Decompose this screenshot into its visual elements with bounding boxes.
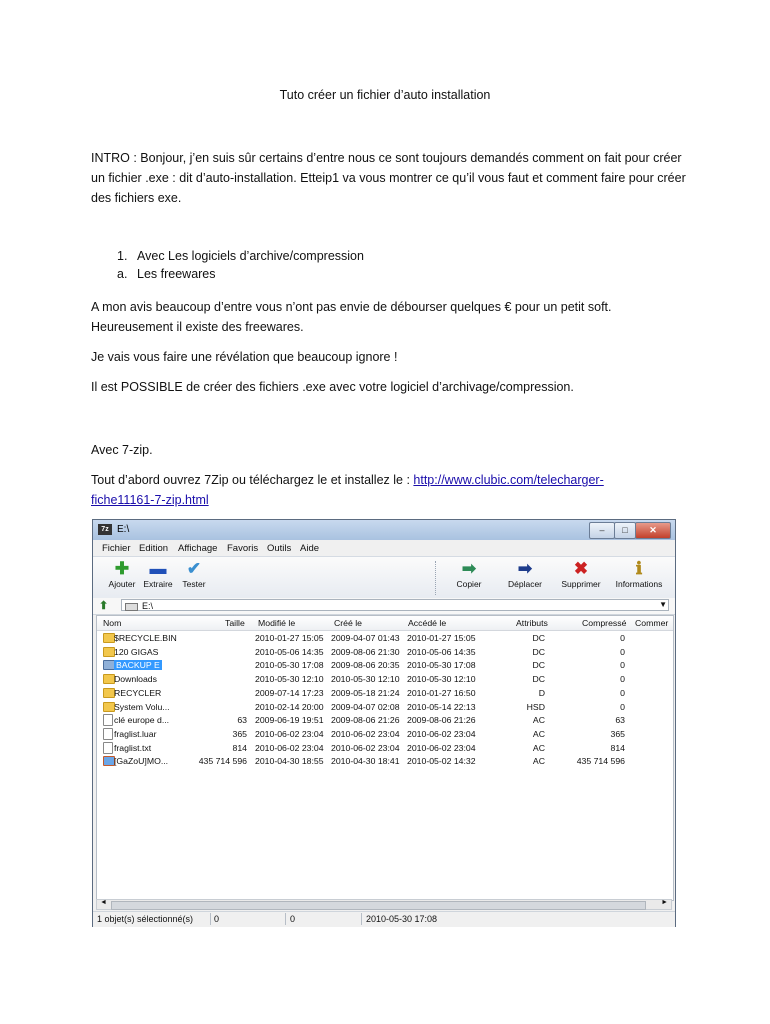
cell-modified: 2010-06-02 23:04: [255, 728, 324, 739]
copy-button[interactable]: [451, 559, 487, 589]
cell-accessed: 2010-05-02 14:32: [407, 756, 476, 767]
table-row[interactable]: [97, 658, 673, 672]
cell-packed: 0: [620, 687, 625, 698]
status-divider: [361, 913, 362, 925]
cell-packed: 0: [620, 674, 625, 685]
toolbar-separator: [435, 561, 436, 595]
toolbar: [93, 556, 675, 600]
paragraph-7zip: Avec 7-zip.: [91, 443, 153, 457]
status-divider: [285, 913, 286, 925]
table-row[interactable]: [97, 727, 673, 741]
test-label: Tester: [182, 579, 206, 589]
column-header-comment[interactable]: Commer: [635, 618, 669, 628]
cell-created: 2009-08-06 21:26: [331, 715, 400, 726]
sevenzip-window: [92, 519, 676, 927]
table-row[interactable]: [97, 672, 673, 686]
cell-packed: 0: [620, 633, 625, 643]
cell-packed: 0: [620, 701, 625, 712]
info-label: Informations: [615, 579, 663, 589]
cell-name-selected: BACKUP E: [116, 660, 160, 671]
paragraph-revelation: Je vais vous faire une révélation que beaucoup ignore !: [91, 350, 398, 364]
cell-modified: 2010-05-30 12:10: [255, 674, 324, 685]
table-row[interactable]: [97, 754, 673, 768]
cell-accessed: 2010-05-06 14:35: [407, 646, 476, 657]
cell-accessed: 2010-01-27 16:50: [407, 687, 476, 698]
cell-name: clé europe d...: [114, 715, 170, 726]
address-dropdown-icon[interactable]: ▼: [659, 600, 667, 609]
cell-created: 2009-08-06 21:30: [331, 646, 400, 657]
cell-packed: 814: [610, 742, 625, 753]
drive-icon: [125, 603, 138, 611]
table-row[interactable]: [97, 741, 673, 755]
cell-attr: AC: [532, 728, 545, 739]
list-text: Les freewares: [137, 267, 216, 281]
cell-accessed: 2010-06-02 23:04: [407, 742, 476, 753]
menu-outils[interactable]: Outils: [267, 543, 292, 554]
cell-attr: D: [538, 687, 545, 698]
cell-attr: AC: [532, 715, 545, 726]
close-button[interactable]: ✕: [635, 522, 671, 539]
cell-name: System Volu...: [114, 701, 170, 712]
cell-created: 2009-04-07 02:08: [331, 701, 400, 712]
cell-created: 2010-04-30 18:41: [331, 756, 400, 767]
cell-packed: 63: [615, 715, 625, 726]
cell-accessed: 2010-01-27 15:05: [407, 633, 476, 643]
column-header-name[interactable]: Nom: [103, 618, 122, 628]
window-title: E:\: [117, 524, 130, 535]
cell-accessed: 2009-08-06 21:26: [407, 715, 476, 726]
file-icon: [103, 742, 113, 754]
cell-accessed: 2010-06-02 23:04: [407, 728, 476, 739]
list-text: Avec Les logiciels d’archive/compression: [137, 249, 364, 263]
copy-label: Copier: [456, 579, 482, 589]
delete-button[interactable]: [558, 559, 604, 589]
table-row[interactable]: [97, 645, 673, 659]
cell-packed: 365: [610, 728, 625, 739]
intro-paragraph: INTRO : Bonjour, j’en suis sûr certains d’entre nous ce sont toujours demandés comment on fait pour créer un fichier .exe : dit d’auto-installation. Etteip1 va vous montrer ce qu’il vous faut et comment faire pour créer des fichiers exe.: [91, 151, 686, 205]
extract-button[interactable]: [141, 559, 175, 589]
file-icon: [103, 728, 113, 740]
cell-attr: DC: [532, 674, 545, 685]
download-link[interactable]: http://www.clubic.com/telecharger-fiche11161-7-zip.html: [91, 473, 604, 507]
address-bar: [93, 598, 675, 615]
cell-created: 2010-06-02 23:04: [331, 742, 400, 753]
menu-fichier[interactable]: Fichier: [102, 543, 131, 554]
menu-edition[interactable]: Edition: [139, 543, 169, 554]
cell-attr: DC: [532, 646, 545, 657]
menu-affichage[interactable]: Affichage: [178, 543, 218, 554]
minimize-button[interactable]: –: [589, 522, 615, 539]
cell-modified: 2010-05-30 17:08: [255, 660, 324, 671]
move-button[interactable]: [504, 559, 546, 589]
cell-size: 435 714 596: [198, 756, 247, 767]
cell-name: 120 GIGAS: [114, 646, 159, 657]
list-marker: a.: [117, 267, 128, 281]
cell-modified: 2009-06-19 19:51: [255, 715, 324, 726]
file-list: [96, 615, 674, 901]
file-icon: [103, 714, 113, 726]
table-row[interactable]: [97, 686, 673, 700]
delete-icon: ✖: [573, 559, 589, 578]
cell-attr: DC: [532, 660, 545, 671]
file-list-header: [97, 616, 673, 631]
cell-size: 365: [232, 728, 247, 739]
cell-created: 2010-06-02 23:04: [331, 728, 400, 739]
cell-name: [GaZoU]MO...: [114, 756, 169, 767]
cell-modified: 2010-04-30 18:55: [255, 756, 324, 767]
paragraph-possible: Il est POSSIBLE de créer des fichiers .exe avec votre logiciel d’archivage/compression.: [91, 380, 574, 394]
cell-accessed: 2010-05-30 17:08: [407, 660, 476, 671]
cell-created: 2009-08-06 20:35: [331, 660, 400, 671]
cell-modified: 2010-05-06 14:35: [255, 646, 324, 657]
column-header-packed[interactable]: Compressé: [582, 618, 627, 628]
download-text: Tout d’abord ouvrez 7Zip ou téléchargez le et installez le :: [91, 473, 414, 487]
minus-icon: ▬: [149, 559, 167, 578]
cell-attr: AC: [532, 742, 545, 753]
window-titlebar[interactable]: [93, 520, 675, 540]
status-bar: [93, 911, 675, 927]
cell-packed: 0: [620, 660, 625, 671]
scrollbar-thumb[interactable]: [111, 901, 646, 910]
folder-up-icon[interactable]: ⬆: [99, 600, 109, 612]
cell-name: RECYCLER: [114, 687, 162, 698]
test-button[interactable]: [179, 559, 209, 589]
copy-arrow-icon: ➡: [461, 559, 477, 578]
cell-name: [114, 660, 162, 670]
move-arrow-icon: ➡: [517, 559, 533, 578]
check-arrow-icon: ✔: [186, 559, 202, 578]
menu-bar: [93, 540, 675, 556]
table-row[interactable]: [97, 700, 673, 714]
cell-created: 2010-05-30 12:10: [331, 674, 400, 685]
list-item-1: [117, 249, 364, 263]
address-input[interactable]: [121, 599, 669, 611]
cell-attr: HSD: [526, 701, 545, 712]
maximize-button[interactable]: □: [614, 522, 636, 539]
cell-size: 63: [237, 715, 247, 726]
info-button[interactable]: [611, 559, 667, 589]
cell-modified: 2010-02-14 20:00: [255, 701, 324, 712]
list-item-2: [117, 267, 216, 281]
cell-modified: 2010-01-27 15:05: [255, 633, 324, 643]
table-row[interactable]: [97, 631, 673, 645]
menu-favoris[interactable]: Favoris: [227, 543, 259, 554]
cell-packed: 435 714 596: [576, 756, 625, 767]
menu-aide[interactable]: Aide: [300, 543, 320, 554]
cell-created: 2009-04-07 01:43: [331, 633, 400, 643]
cell-name: fraglist.luar: [114, 728, 157, 739]
cell-accessed: 2010-05-30 12:10: [407, 674, 476, 685]
table-row[interactable]: [97, 713, 673, 727]
column-header-created[interactable]: Créé le: [334, 618, 363, 628]
plus-icon: ✚: [114, 559, 130, 578]
cell-attr: AC: [532, 756, 545, 767]
status-size: 0: [214, 914, 220, 924]
sevenzip-app-icon: 7z: [98, 524, 112, 535]
column-header-accessed[interactable]: Accédé le: [408, 618, 447, 628]
cell-packed: 0: [620, 646, 625, 657]
status-divider: [210, 913, 211, 925]
status-date: 2010-05-30 17:08: [366, 914, 438, 924]
delete-label: Supprimer: [561, 579, 601, 589]
column-header-modified[interactable]: Modifié le: [258, 618, 296, 628]
cell-attr: DC: [532, 633, 545, 643]
move-label: Déplacer: [507, 579, 543, 589]
cell-name: $RECYCLE.BIN: [114, 633, 177, 643]
list-marker: 1.: [117, 249, 128, 263]
cell-size: 814: [232, 742, 247, 753]
add-label: Ajouter: [108, 579, 136, 589]
paragraph-download: [91, 470, 661, 510]
status-selection: 1 objet(s) sélectionné(s): [97, 914, 194, 924]
document-title: Tuto créer un fichier d’auto installation: [279, 88, 491, 102]
info-icon: ℹ: [635, 559, 643, 578]
address-value: E:\: [142, 601, 154, 611]
paragraph-freewares: A mon avis beaucoup d’entre vous n’ont pas envie de débourser quelques € pour un petit soft. Heureusement il existe des freewares.: [91, 300, 612, 334]
cell-name: fraglist.txt: [114, 742, 152, 753]
horizontal-scrollbar[interactable]: [96, 899, 672, 910]
column-header-attributes[interactable]: Attributs: [516, 618, 548, 628]
cell-modified: 2010-06-02 23:04: [255, 742, 324, 753]
add-button[interactable]: [105, 559, 139, 589]
scroll-left-icon[interactable]: ◄: [100, 899, 107, 906]
extract-label: Extraire: [143, 579, 173, 589]
status-packed: 0: [290, 914, 296, 924]
column-header-size[interactable]: Taille: [225, 618, 245, 628]
cell-name: Downloads: [114, 674, 157, 685]
cell-accessed: 2010-05-14 22:13: [407, 701, 476, 712]
scroll-right-icon[interactable]: ►: [661, 899, 668, 906]
cell-created: 2009-05-18 21:24: [331, 687, 400, 698]
cell-modified: 2009-07-14 17:23: [255, 687, 324, 698]
